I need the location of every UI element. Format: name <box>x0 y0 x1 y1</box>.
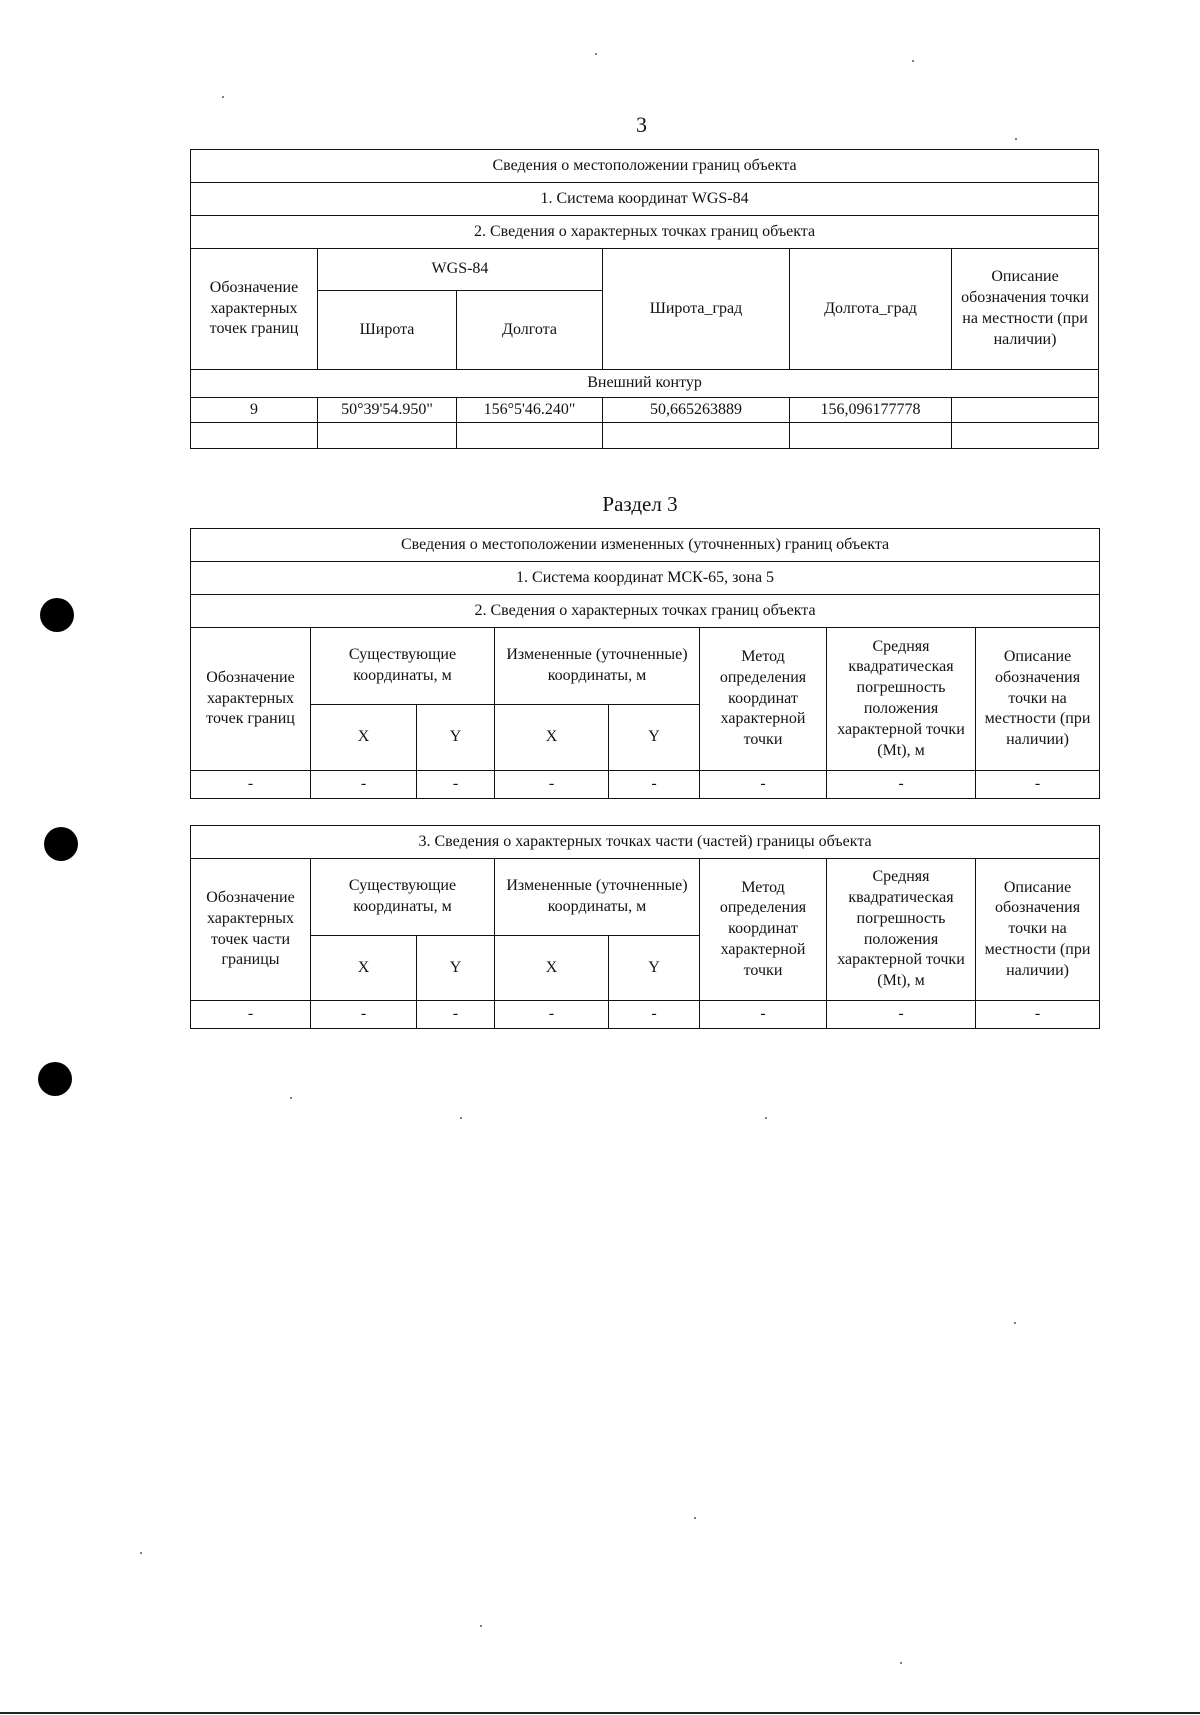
scan-speck <box>1015 138 1017 140</box>
header-x: X <box>311 936 417 1001</box>
header-y: Y <box>609 705 700 771</box>
header-method: Метод определения координат характерной точки <box>700 859 827 1001</box>
cell: - <box>417 1001 495 1029</box>
table-title: Сведения о местоположении границ объекта <box>191 150 1099 183</box>
header-lat-deg: Широта_град <box>603 249 790 370</box>
table-title: Сведения о местоположении измененных (уточненных) границ объекта <box>191 529 1100 562</box>
coordinate-system-row: 1. Система координат МСК-65, зона 5 <box>191 562 1100 595</box>
empty-cell <box>603 423 790 449</box>
header-lat: Широта <box>318 291 457 370</box>
cell: - <box>700 1001 827 1029</box>
punch-hole <box>38 1062 72 1096</box>
header-method: Метод определения координат характерной точки <box>700 628 827 771</box>
scan-speck <box>900 1662 902 1664</box>
scan-speck <box>912 60 914 62</box>
section-title: Раздел 3 <box>602 492 678 516</box>
scan-edge-line <box>0 1712 1200 1714</box>
scan-speck <box>765 1117 767 1119</box>
header-y: Y <box>609 936 700 1001</box>
part-boundary-points-table <box>190 825 1100 1029</box>
point-lat-deg: 50,665263889 <box>603 398 790 423</box>
contour-label: Внешний контур <box>191 370 1099 398</box>
empty-cell <box>318 423 457 449</box>
header-x: X <box>495 936 609 1001</box>
header-existing: Существующие координаты, м <box>311 859 495 936</box>
cell: - <box>976 1001 1100 1029</box>
header-changed: Измененные (уточненные) координаты, м <box>495 859 700 936</box>
header-lon-deg: Долгота_град <box>790 249 952 370</box>
punch-hole <box>44 827 78 861</box>
scan-speck <box>290 1097 292 1099</box>
empty-cell <box>790 423 952 449</box>
header-description: Описание обозначения точки на местности (при наличии) <box>976 859 1100 1001</box>
header-description: Описание обозначения точки на местности (при наличии) <box>976 628 1100 771</box>
changed-boundaries-table <box>190 528 1100 799</box>
scan-speck <box>694 1517 696 1519</box>
point-id: 9 <box>191 398 318 423</box>
scan-speck <box>595 53 597 55</box>
header-changed: Измененные (уточненные) координаты, м <box>495 628 700 705</box>
point-description <box>952 398 1099 423</box>
empty-cell <box>952 423 1099 449</box>
coordinate-system-row: 1. Система координат WGS-84 <box>191 183 1099 216</box>
cell: - <box>191 1001 311 1029</box>
table-row <box>191 1001 1100 1029</box>
cell: - <box>495 1001 609 1029</box>
boundary-location-table <box>190 149 1099 449</box>
header-designation: Обозначение характерных точек границ <box>191 249 318 370</box>
point-lon-deg: 156,096177778 <box>790 398 952 423</box>
header-x: X <box>311 705 417 771</box>
cell: - <box>495 771 609 799</box>
header-designation: Обозначение характерных точек части границы <box>191 859 311 1001</box>
punch-hole <box>40 598 74 632</box>
header-wgs: WGS-84 <box>318 249 603 291</box>
scan-speck <box>1014 1322 1016 1324</box>
cell: - <box>311 1001 417 1029</box>
table-row <box>191 771 1100 799</box>
cell: - <box>827 771 976 799</box>
table-row <box>191 398 1099 423</box>
scan-speck <box>140 1552 142 1554</box>
cell: - <box>191 771 311 799</box>
header-error: Средняя квадратическая погрешность положения характерной точки (Mt), м <box>827 628 976 771</box>
cell: - <box>700 771 827 799</box>
cell: - <box>827 1001 976 1029</box>
empty-cell <box>457 423 603 449</box>
table-row <box>191 423 1099 449</box>
header-designation: Обозначение характерных точек границ <box>191 628 311 771</box>
cell: - <box>311 771 417 799</box>
header-lon: Долгота <box>457 291 603 370</box>
scan-speck <box>480 1625 482 1627</box>
empty-cell <box>191 423 318 449</box>
scan-speck <box>460 1117 462 1119</box>
point-lat: 50°39'54.950" <box>318 398 457 423</box>
cell: - <box>417 771 495 799</box>
header-description: Описание обозначения точки на местности (при наличии) <box>952 249 1099 370</box>
points-info-row: 2. Сведения о характерных точках границ объекта <box>191 595 1100 628</box>
header-x: X <box>495 705 609 771</box>
scan-speck <box>222 96 224 98</box>
header-error: Средняя квадратическая погрешность положения характерной точки (Mt), м <box>827 859 976 1001</box>
page-number: 3 <box>636 112 647 137</box>
points-info-row: 2. Сведения о характерных точках границ объекта <box>191 216 1099 249</box>
header-y: Y <box>417 705 495 771</box>
cell: - <box>609 1001 700 1029</box>
cell: - <box>609 771 700 799</box>
header-y: Y <box>417 936 495 1001</box>
header-existing: Существующие координаты, м <box>311 628 495 705</box>
cell: - <box>976 771 1100 799</box>
point-lon: 156°5'46.240" <box>457 398 603 423</box>
table-title: 3. Сведения о характерных точках части (частей) границы объекта <box>191 826 1100 859</box>
